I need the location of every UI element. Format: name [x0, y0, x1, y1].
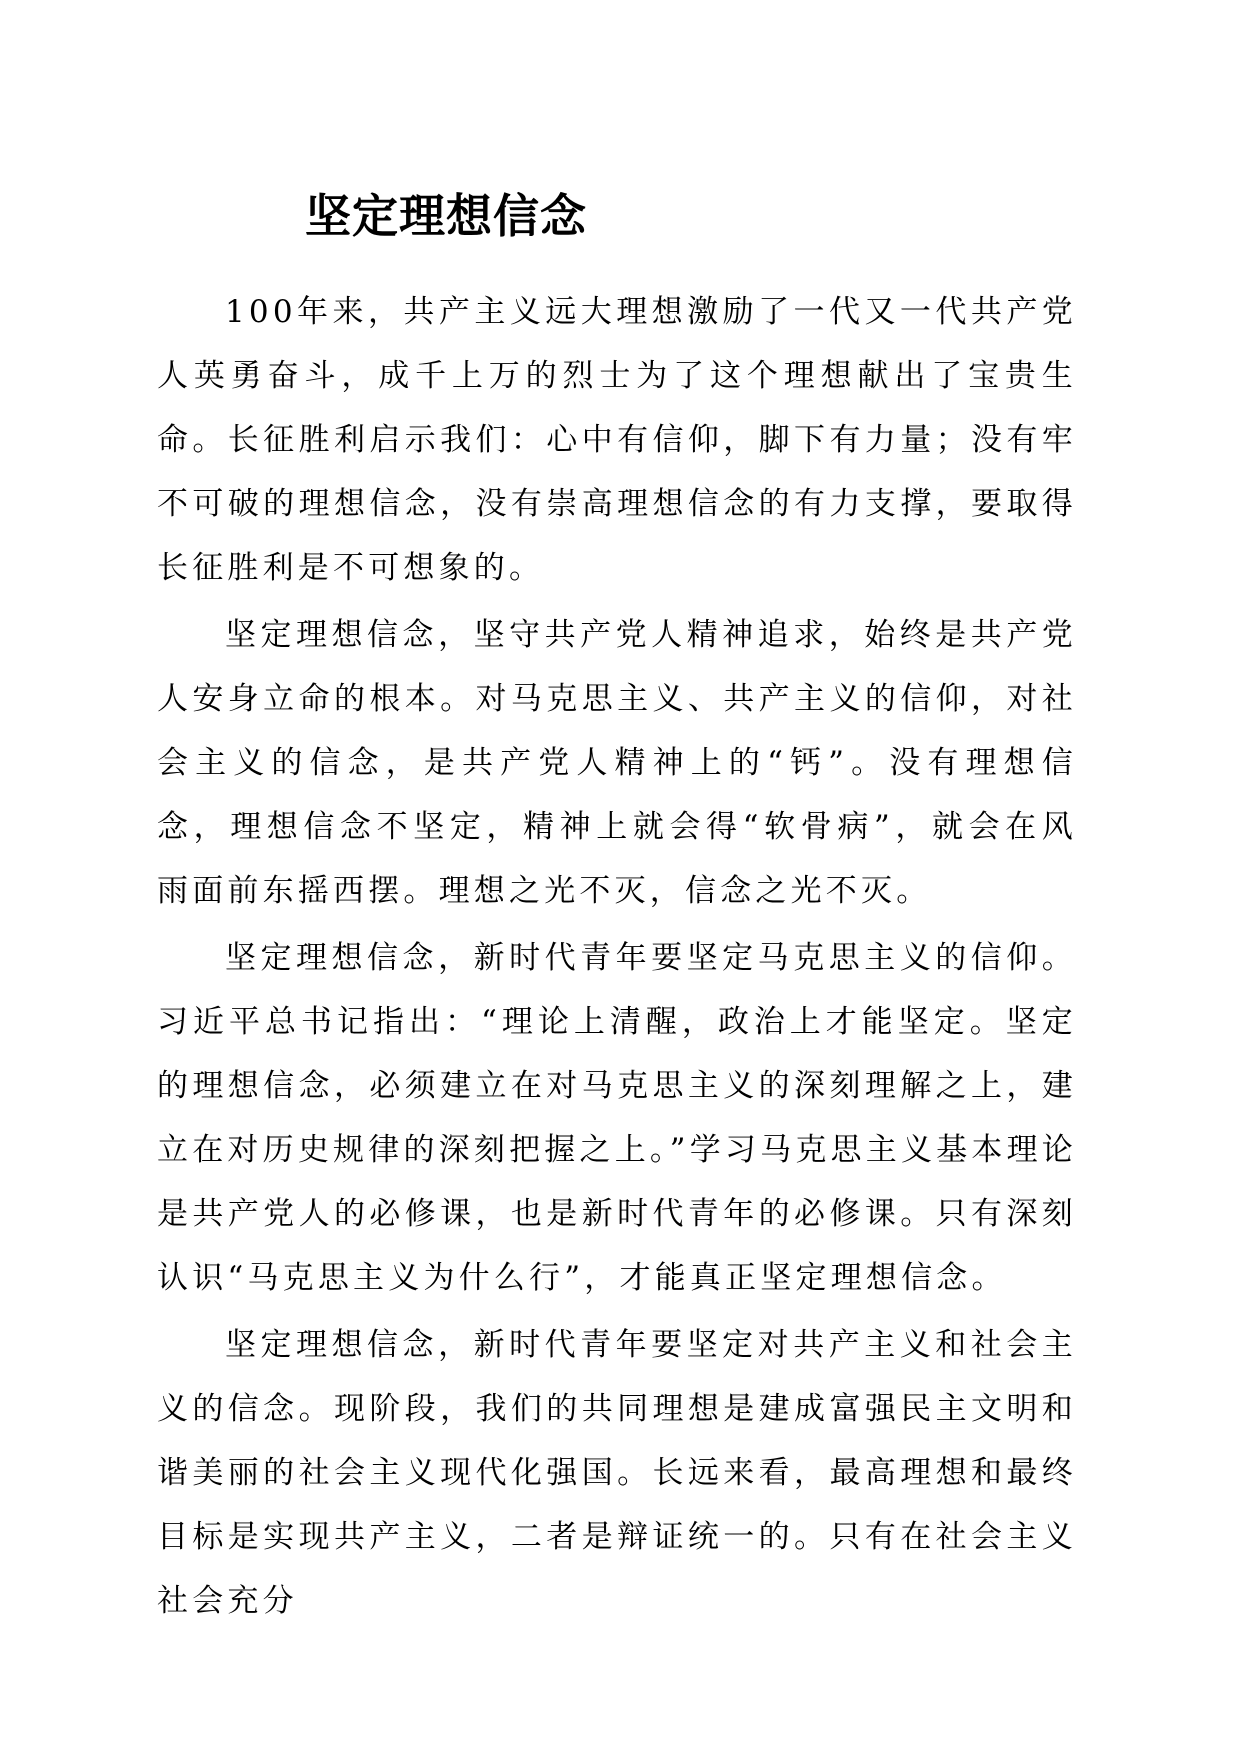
paragraph-4: 坚定理想信念，新时代青年要坚定对共产主义和社会主义的信念。现阶段，我们的共同理想是建成富强民主文明和谐美丽的社会主义现代化强国。长远来看，最高理想和最终目标是实现共产主义，二者是辩证统一的。只有在社会主义社会充分	[157, 1327, 1077, 1619]
document-body	[157, 280, 1077, 1636]
paragraph-1: 100年来，共产主义远大理想激励了一代又一代共产党人英勇奋斗，成千上万的烈士为了这个理想献出了宝贵生命。长征胜利启示我们：心中有信仰，脚下有力量；没有牢不可破的理想信念，没有崇高理想信念的有力支撑，要取得长征胜利是不可想象的。	[157, 294, 1077, 586]
paragraph-2: 坚定理想信念，坚守共产党人精神追求，始终是共产党人安身立命的根本。对马克思主义、共产主义的信仰，对社会主义的信念，是共产党人精神上的“钙”。没有理想信念，理想信念不坚定，精神上就会得“软骨病”，就会在风雨面前东摇西摆。理想之光不灭，信念之光不灭。	[157, 617, 1077, 909]
document-title: 坚定理想信念	[305, 189, 587, 243]
paragraph-3: 坚定理想信念，新时代青年要坚定马克思主义的信仰。习近平总书记指出：“理论上清醒，政治上才能坚定。坚定的理想信念，必须建立在对马克思主义的深刻理解之上，建立在对历史规律的深刻把握之上。”学习马克思主义基本理论是共产党人的必修课，也是新时代青年的必修课。只有深刻认识“马克思主义为什么行”，才能真正坚定理想信念。	[157, 940, 1077, 1296]
